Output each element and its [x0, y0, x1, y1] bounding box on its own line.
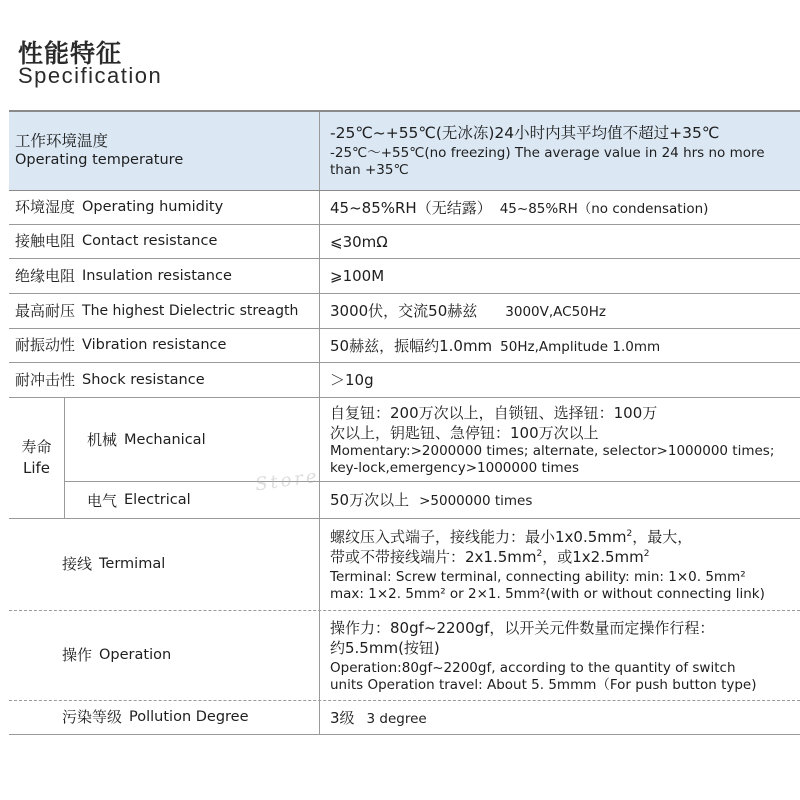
label-en: Operation: [99, 647, 172, 663]
label-cn: 绝缘电阻: [15, 266, 76, 285]
row-label: [9, 294, 320, 328]
row-label: [9, 363, 320, 397]
row-label: [9, 519, 320, 610]
row-value: [320, 519, 800, 610]
row-operation: [9, 611, 800, 701]
row-label: [9, 329, 320, 362]
row-label: [65, 398, 320, 481]
label-en: Termimal: [99, 556, 166, 572]
label-cn: 耐振动性: [15, 336, 76, 354]
row-contact-resistance: [9, 225, 800, 259]
value-en-line1: Operation:80gf~2200gf, according to the quantity of switch: [330, 659, 736, 676]
row-value: [320, 398, 800, 481]
row-dielectric-strength: [9, 294, 800, 329]
row-value: [320, 329, 800, 362]
row-value: [320, 225, 800, 258]
label-cn: 接线: [62, 555, 93, 573]
row-label: [9, 611, 320, 700]
value-en: Momentary:>2000000 times; alternate, selector>1000000 times; key-lock,emergency>1000000 times: [330, 442, 775, 476]
value-text: ＞10g: [330, 371, 374, 389]
row-label: [9, 225, 320, 258]
row-label: [9, 191, 320, 224]
value-en: >5000000 times: [419, 493, 533, 509]
value-en-line2: units Operation travel: About 5. 5mmm（For push button type): [330, 676, 757, 693]
row-value: [320, 363, 800, 397]
value-cn-line1: 操作力：80gf~2200gf，以开关元件数量而定操作行程：: [330, 618, 715, 637]
label-cn: 电气: [87, 491, 118, 510]
label-cn: 最高耐压: [15, 301, 76, 320]
row-label: [9, 112, 320, 190]
row-value: [320, 259, 800, 293]
label-en: Pollution Degree: [129, 709, 249, 725]
value-cn: 3级: [330, 708, 355, 727]
row-value: [320, 112, 800, 190]
row-label: [9, 701, 320, 734]
row-shock-resistance: [9, 363, 800, 398]
value-en: 45~85%RH（no condensation): [499, 200, 709, 217]
life-label: [9, 398, 65, 518]
value-cn: 3000伏，交流50赫兹: [330, 302, 478, 320]
page-title-cn: 性能特征: [18, 39, 123, 68]
value-en: 3000V,AC50Hz: [505, 304, 606, 320]
row-value: [320, 701, 800, 734]
label-en: Mechanical: [124, 431, 206, 448]
row-vibration-resistance: [9, 329, 800, 363]
row-life: [9, 398, 800, 519]
life-label-cn: 寿命: [21, 438, 52, 456]
value-en: 50Hz,Amplitude 1.0mm: [500, 338, 661, 355]
row-insulation-resistance: [9, 259, 800, 294]
label-en: Operating temperature: [15, 152, 184, 168]
value-en: -25℃～+55℃(no freezing) The average value in 24 hrs no more than +35℃: [330, 145, 765, 178]
label-en: Insulation resistance: [82, 267, 232, 284]
label-cn: 机械: [87, 431, 118, 449]
page-title-en: Specification: [18, 63, 163, 88]
row-operating-humidity: [9, 191, 800, 225]
value-cn: 50万次以上: [330, 491, 410, 509]
row-terminal: [9, 519, 800, 611]
value-cn-line1: 自复钮：200万次以上，自锁钮、选择钮：100万: [330, 403, 658, 422]
row-label: [9, 259, 320, 293]
row-life-mechanical: [65, 398, 800, 482]
label-cn: 污染等级: [62, 708, 123, 726]
value-en: 3 degree: [366, 710, 427, 727]
label-cn: 操作: [62, 646, 93, 664]
row-life-electrical: [65, 482, 800, 518]
value-text: ⩾100M: [330, 267, 385, 285]
label-en: Shock resistance: [82, 371, 205, 388]
row-pollution-degree: [9, 701, 800, 735]
value-cn: 45~85%RH（无结露）: [330, 198, 492, 217]
value-cn-line1: 螺纹压入式端子，接线能力：最小$1x0.5mm^2$，最大，: [330, 527, 693, 546]
value-cn-line2: 次以上，钥匙钮、急停钮：100万次以上: [330, 423, 599, 442]
row-value: [320, 611, 800, 700]
value-cn-line2: 带或不带接线端片：$2x1.5mm^2$，或$1x2.5mm^2$: [330, 547, 650, 566]
spec-table: [9, 110, 800, 735]
value-cn-line2: 约5.5mm(按钮): [330, 638, 440, 657]
label-cn: 接触电阻: [15, 232, 76, 250]
life-label-en: Life: [22, 459, 51, 477]
label-en: Operating humidity: [82, 199, 224, 215]
value-cn: 50赫兹，振幅约1.0mm: [330, 336, 493, 355]
label-cn: 环境湿度: [15, 198, 76, 216]
label-en: Electrical: [124, 492, 191, 508]
label-en: Vibration resistance: [82, 337, 227, 353]
value-en-line1: Terminal: Screw terminal, connecting ability: min: 1×0. 5mm²: [330, 568, 746, 585]
row-value: [320, 482, 800, 518]
label-cn: 耐冲击性: [15, 370, 76, 389]
label-en: The highest Dielectric streagth: [82, 302, 299, 319]
row-value: [320, 191, 800, 224]
value-en-line2: max: 1×2. 5mm² or 2×1. 5mm²(with or without connecting link): [330, 585, 765, 602]
row-operating-temperature: [9, 112, 800, 191]
value-cn: -25℃~+55℃(无冰冻)24小时内其平均值不超过+35℃: [330, 124, 720, 142]
label-cn: 工作环境温度: [15, 132, 109, 150]
store-watermark: Store: [253, 465, 321, 496]
label-en: Contact resistance: [82, 233, 218, 249]
value-text: ⩽30mΩ: [330, 232, 388, 251]
row-value: [320, 294, 800, 328]
